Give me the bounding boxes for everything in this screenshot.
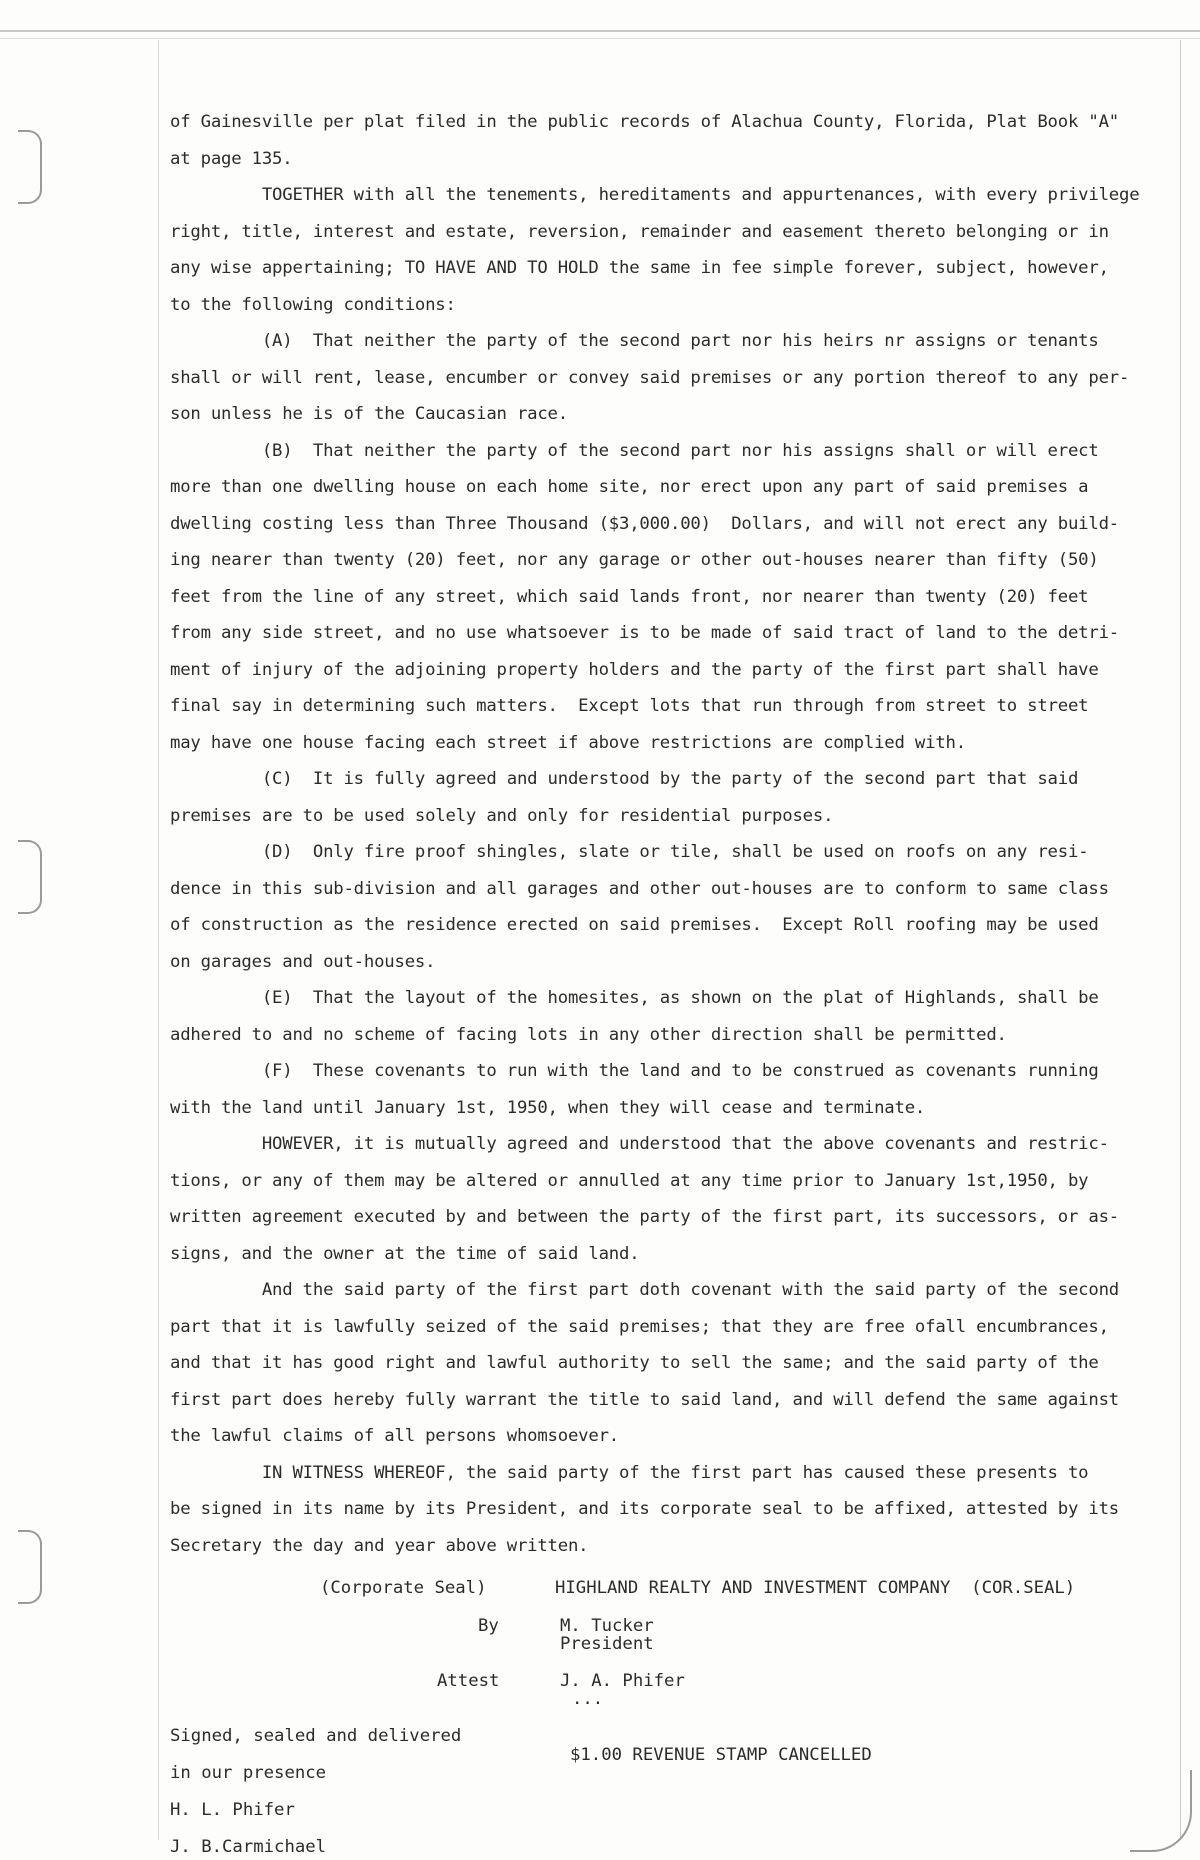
signer-name: M. Tucker [560, 1616, 654, 1636]
right-edge-line [1180, 40, 1181, 1840]
text-line: adhered to and no scheme of facing lots in any other direction shall be permitted. [170, 1024, 1007, 1045]
text-line: with the land until January 1st, 1950, when they will cease and terminate. [170, 1097, 926, 1118]
attest-mark: ... [572, 1689, 604, 1709]
punch-hole-top [18, 130, 42, 204]
text-line: (B) That neither the party of the second part nor his assigns shall or will erect [170, 440, 1099, 461]
text-line: ment of injury of the adjoining property holders and the party of the first part shall have [170, 659, 1099, 680]
text-line: and that it has good right and lawful authority to sell the same; and the said party of the [170, 1353, 1099, 1373]
text-line: (C) It is fully agreed and understood by the party of the second part that said [170, 769, 1079, 789]
witness-intro-line-2: in our presence [170, 1763, 327, 1783]
document-body-text [170, 104, 1170, 1564]
witness-1: H. L. Phifer [170, 1800, 295, 1820]
text-line: may have one house facing each street if above restrictions are complied with. [170, 732, 966, 753]
text-line: more than one dwelling house on each home site, nor erect upon any part of said premises a [170, 477, 1089, 497]
text-line: premises are to be used solely and only for residential purposes. [170, 805, 834, 826]
signer-title: President [560, 1634, 654, 1654]
by-label: By [478, 1616, 499, 1636]
text-line: to the following conditions: [170, 294, 456, 315]
witness-intro-line-1: Signed, sealed and delivered [170, 1726, 462, 1746]
text-line: written agreement executed by and between the party of the first part, its successors, or as- [170, 1207, 1119, 1227]
text-line: dwelling costing less than Three Thousand ($3,000.00) Dollars, and will not erect any build- [170, 513, 1119, 534]
attest-name: J. A. Phifer [560, 1671, 685, 1691]
page-corner-curve [1130, 1770, 1192, 1852]
text-line: right, title, interest and estate, reversion, remainder and easement thereto belonging or in [170, 221, 1109, 242]
top-rule [0, 30, 1200, 32]
corporate-seal-label: (Corporate Seal) [320, 1578, 487, 1598]
text-line: on garages and out-houses. [170, 951, 436, 972]
text-line: HOWEVER, it is mutually agreed and understood that the above covenants and restric- [170, 1134, 1109, 1154]
text-line: (D) Only fire proof shingles, slate or tile, shall be used on roofs on any resi- [170, 842, 1089, 862]
company-name: HIGHLAND REALTY AND INVESTMENT COMPANY (COR.SEAL) [555, 1578, 1076, 1598]
text-line: (A) That neither the party of the second part nor his heirs nr assigns or tenants [170, 331, 1099, 351]
text-line: son unless he is of the Caucasian race. [170, 404, 568, 424]
text-line: (F) These covenants to run with the land and to be construed as covenants running [170, 1061, 1099, 1081]
text-line: from any side street, and no use whatsoever is to be made of said tract of land to the detri- [170, 623, 1119, 643]
text-line: be signed in its name by its President, and its corporate seal to be affixed, attested by its [170, 1499, 1119, 1519]
text-line: the lawful claims of all persons whomsoever. [170, 1426, 619, 1446]
text-line: And the said party of the first part doth covenant with the said party of the second [170, 1280, 1119, 1300]
text-line: (E) That the layout of the homesites, as shown on the plat of Highlands, shall be [170, 988, 1099, 1008]
text-line: shall or will rent, lease, encumber or convey said premises or any portion thereof to any per- [170, 367, 1130, 388]
punch-hole-bottom [18, 1530, 42, 1604]
text-line: IN WITNESS WHEREOF, the said party of the first part has caused these presents to [170, 1462, 1089, 1483]
text-line: at page 135. [170, 148, 293, 169]
text-line: feet from the line of any street, which said lands front, nor nearer than twenty (20) feet [170, 586, 1089, 607]
text-line: final say in determining such matters. Except lots that run through from street to street [170, 696, 1089, 716]
revenue-stamp-note: $1.00 REVENUE STAMP CANCELLED [570, 1745, 872, 1765]
text-line: first part does hereby fully warrant the title to said land, and will defend the same against [170, 1389, 1119, 1410]
text-line: of Gainesville per plat filed in the public records of Alachua County, Florida, Plat Book "A" [170, 112, 1119, 132]
text-line: TOGETHER with all the tenements, hereditaments and appurtenances, with every privilege [170, 185, 1140, 205]
top-rule-secondary [0, 38, 1200, 39]
left-margin-line [158, 40, 159, 1840]
attest-label: Attest [437, 1671, 500, 1691]
text-line: of construction as the residence erected on said premises. Except Roll roofing may be used [170, 915, 1099, 935]
text-line: ing nearer than twenty (20) feet, nor any garage or other out-houses nearer than fifty (50) [170, 550, 1099, 570]
text-line: tions, or any of them may be altered or annulled at any time prior to January 1st,1950, by [170, 1170, 1089, 1191]
text-line: any wise appertaining; TO HAVE AND TO HOLD the same in fee simple forever, subject, however, [170, 258, 1109, 278]
text-line: part that it is lawfully seized of the said premises; that they are free ofall encumbrances, [170, 1316, 1109, 1337]
punch-hole-middle [18, 840, 42, 914]
text-line: dence in this sub-division and all garages and other out-houses are to conform to same class [170, 878, 1109, 899]
text-line: Secretary the day and year above written. [170, 1535, 589, 1556]
text-line: signs, and the owner at the time of said land. [170, 1243, 640, 1264]
witness-2: J. B.Carmichael [170, 1837, 327, 1857]
